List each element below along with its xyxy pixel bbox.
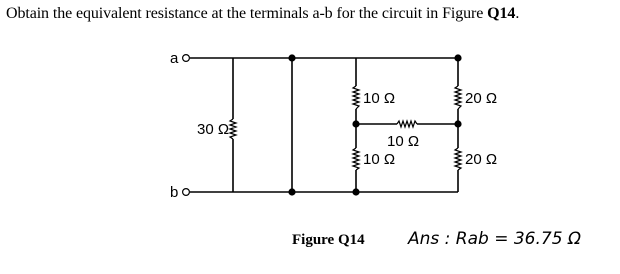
resistor-20-top-zigzag [455, 86, 461, 109]
junction-dot [454, 54, 461, 61]
question-end: . [515, 5, 520, 22]
junction-dot [352, 188, 359, 195]
resistor-30-label: 30 Ω [197, 121, 230, 138]
junction-dot [454, 120, 461, 127]
resistor-10-horizontal-zigzag [397, 121, 417, 127]
resistor-30-zigzag [230, 119, 236, 139]
resistor-20-top-label: 20 Ω [465, 90, 498, 107]
resistor-10-top-zigzag [353, 86, 359, 109]
junction-dot [352, 120, 359, 127]
resistor-10-bottom-zigzag [353, 148, 359, 170]
terminal-a-label: a [170, 50, 179, 67]
junction-dot [288, 188, 295, 195]
terminal-b-label: b [170, 184, 179, 201]
question-figure-ref: Q14 [487, 5, 516, 22]
resistor-10-horizontal-label: 10 Ω [387, 133, 420, 150]
resistor-10-top-label: 10 Ω [363, 90, 396, 107]
resistor-symbols [230, 86, 461, 170]
figure-caption: Figure Q14 [292, 232, 365, 248]
resistor-20-bottom-label: 20 Ω [465, 151, 498, 168]
resistor-10-bottom-label: 10 Ω [363, 151, 396, 168]
terminal-b-circle [183, 189, 190, 196]
junction-dots [288, 54, 461, 195]
resistor-20-bottom-zigzag [455, 148, 461, 170]
terminal-a-circle [183, 55, 190, 62]
question-body: Obtain the equivalent resistance at the terminals a-b for the circuit in Figure [6, 5, 488, 22]
handwritten-answer: Ans : Rab = 36.75 Ω [408, 229, 581, 249]
junction-dot [288, 54, 295, 61]
